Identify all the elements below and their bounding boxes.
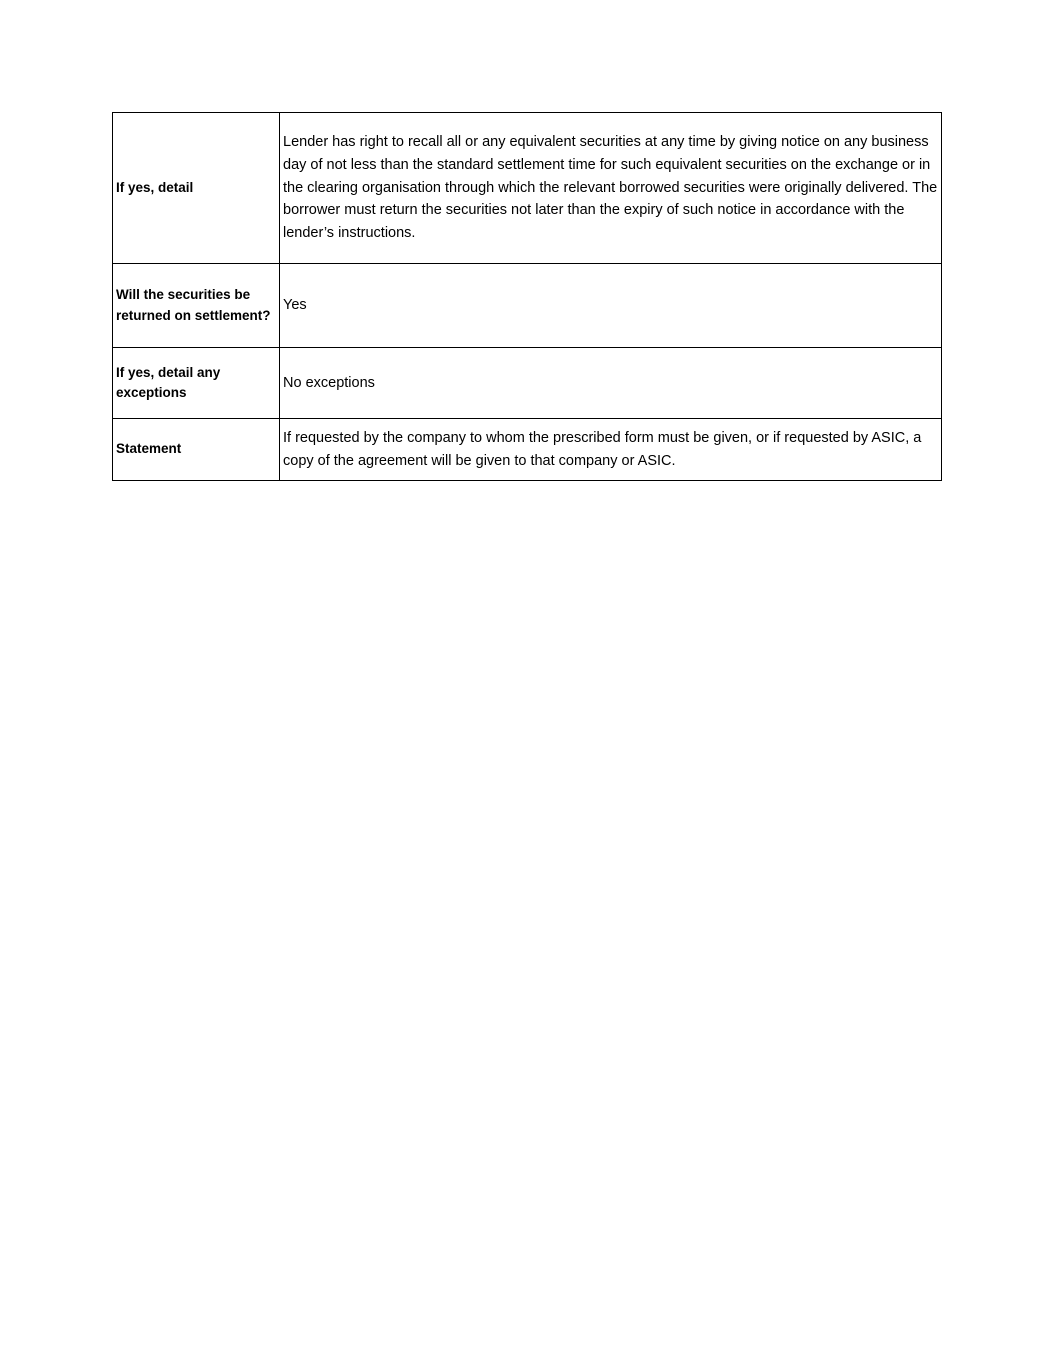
row-value-statement: If requested by the company to whom the prescribed form must be given, or if requested by ASIC, a copy of the agreement will be given to that company or ASIC. bbox=[280, 419, 942, 481]
table-row bbox=[113, 348, 942, 419]
row-value-detail-exceptions: No exceptions bbox=[280, 348, 942, 419]
table-row bbox=[113, 419, 942, 481]
row-value-if-yes-detail: Lender has right to recall all or any equivalent securities at any time by giving notice on any business day of not less than the standard settlement time for such equivalent securities on the exchange or in the clearing organisation through which the relevant borrowed securities were originally delivered. The borrower must return the securities not later than the expiry of such notice in accordance with the lender’s instructions. bbox=[280, 113, 942, 264]
table-row bbox=[113, 113, 942, 264]
row-value-returned-on-settlement: Yes bbox=[280, 264, 942, 348]
row-label-statement: Statement bbox=[113, 419, 280, 481]
table-row bbox=[113, 264, 942, 348]
row-label-detail-exceptions: If yes, detail any exceptions bbox=[113, 348, 280, 419]
row-label-if-yes-detail: If yes, detail bbox=[113, 113, 280, 264]
securities-lending-detail-table bbox=[112, 112, 942, 481]
row-label-returned-on-settlement: Will the securities be returned on settlement? bbox=[113, 264, 280, 348]
